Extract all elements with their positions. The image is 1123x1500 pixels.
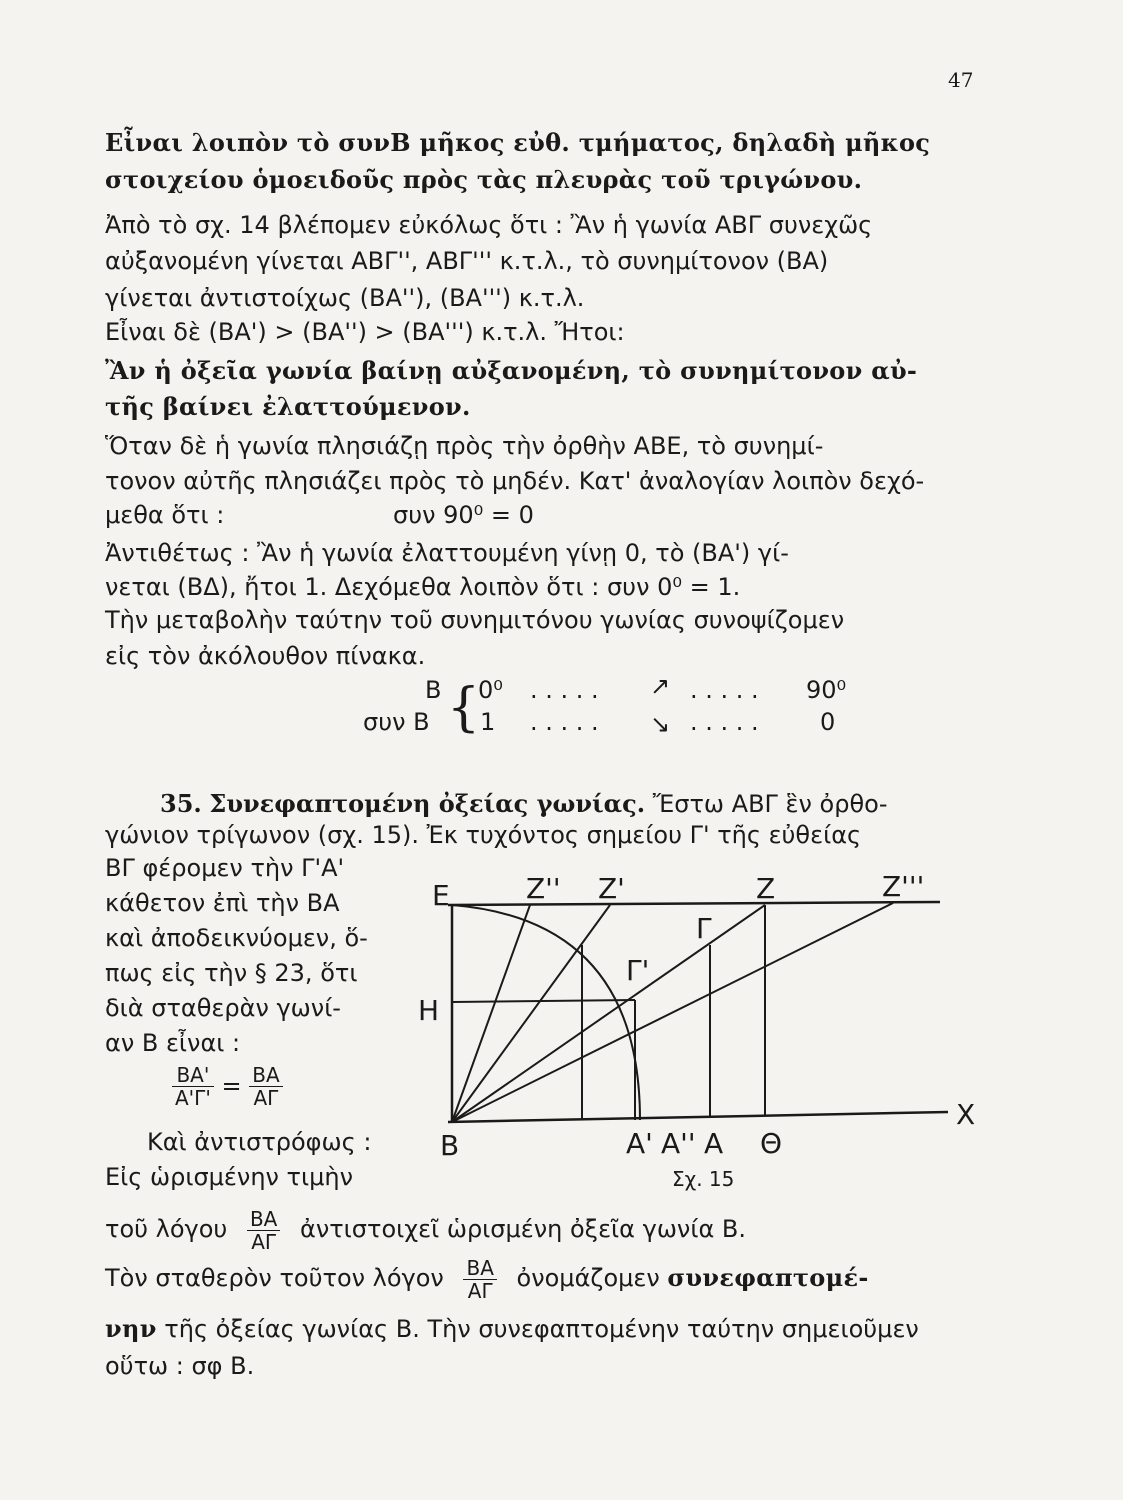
section35-line4: κάθετον ἐπὶ τὴν ΒΑ <box>105 889 340 917</box>
label-G: Γ <box>696 912 712 945</box>
para6-line1: Τὴν μεταβολὴν ταύτην τοῦ συνημιτόνου γωνίας συνοψίζομεν <box>105 606 845 634</box>
label-A: A <box>704 1127 724 1160</box>
para2-line3: γίνεται ἀντιστοίχως (ΒΑ''), (ΒΑ''') κ.τ.λ. <box>105 284 585 312</box>
label-H: H <box>418 994 440 1027</box>
label-G1: Γ' <box>626 954 650 987</box>
para3-line2: τῆς βαίνει ἐλαττούμενον. <box>105 392 471 421</box>
section-number: 35. <box>160 789 202 818</box>
label-A1: A' <box>626 1127 653 1160</box>
section35-line2: γώνιον τρίγωνον (σχ. 15). Ἐκ τυχόντος σημείου Γ' τῆς εὐθείας <box>105 821 862 849</box>
figure-caption: Σχ. 15 <box>672 1167 735 1191</box>
quarter-arc <box>452 905 640 1120</box>
section35-line3: ΒΓ φέρομεν τὴν Γ'Α' <box>105 854 345 882</box>
para4-line2: τονον αὐτῆς πλησιάζει πρὸς τὸ μηδέν. Κατ' ἀναλογίαν λοιπὸν δεχό- <box>105 467 925 495</box>
ray-BZ1 <box>452 905 610 1122</box>
line12-pre: Τὸν σταθερὸν τοῦτον λόγον <box>105 1264 444 1292</box>
para1-line1: Εἶναι λοιπὸν τὸ συνΒ μῆκος εὐθ. τμήματος, δηλαδὴ μῆκος <box>105 128 931 157</box>
section35-line14: οὕτω : σφ Β. <box>105 1352 255 1380</box>
section35-line9: Καὶ ἀντιστρόφως : <box>147 1128 372 1156</box>
line11-pre: τοῦ λόγου <box>105 1215 228 1243</box>
line11-frac-num: ΒΑ <box>247 1208 280 1231</box>
table-row2-end: 0 <box>820 708 836 736</box>
ratio-right-den: ΑΓ <box>253 1085 279 1110</box>
table-row2-arrow: ↘ <box>650 710 671 738</box>
line-HG1 <box>452 1000 635 1002</box>
line12-frac-num: ΒΑ <box>463 1257 496 1280</box>
label-Z3: Z''' <box>882 870 925 903</box>
line11-post: ἀντιστοιχεῖ ὡρισμένη ὀξεῖα γωνία Β. <box>300 1215 746 1243</box>
ratio-equals: = <box>221 1072 242 1100</box>
table-row2-dots2: . . . . . <box>690 708 759 736</box>
table-row1-dots1: . . . . . <box>530 676 599 704</box>
para4-line3a: μεθα ὅτι : <box>105 501 225 529</box>
ratio-left-num: ΒΑ' <box>172 1064 214 1087</box>
ratio-right-num: ΒΑ <box>249 1064 282 1087</box>
ray-BZ <box>452 905 765 1122</box>
line13-rest: τῆς ὀξείας γωνίας Β. Τὴν συνεφαπτομένην ταύτην σημειοῦμεν <box>164 1315 919 1343</box>
label-X: X <box>956 1098 976 1131</box>
label-E: E <box>432 879 450 912</box>
para2-line1: Ἀπὸ τὸ σχ. 14 βλέπομεν εὐκόλως ὅτι : Ἂν ἡ γωνία ΑΒΓ συνεχῶς <box>105 211 873 239</box>
top-line-EZ <box>448 902 940 905</box>
line11-frac-den: ΑΓ <box>251 1229 277 1254</box>
table-row1-end: 90⁰ <box>806 676 847 704</box>
line12-frac-den: ΑΓ <box>467 1278 493 1303</box>
line12-mid: ὀνομάζομεν <box>516 1264 660 1292</box>
para5-line1: Ἀντιθέτως : Ἂν ἡ γωνία ἐλαττουμένη γίνῃ 0, τὸ (ΒΑ') γί- <box>105 539 789 567</box>
cos90-formula: συν 90⁰ = 0 <box>393 501 534 529</box>
table-row2-dots1: . . . . . <box>530 708 599 736</box>
label-Z1: Z' <box>598 872 625 905</box>
label-A2: A'' <box>661 1127 696 1160</box>
label-B: B <box>440 1129 460 1162</box>
para5-line2: νεται (ΒΔ), ἤτοι 1. Δεχόμεθα λοιπὸν ὅτι : συν 0⁰ = 1. <box>105 573 741 601</box>
cotangent-term: συνεφαπτομέ- <box>667 1263 869 1292</box>
section35-line8: αν Β εἶναι : <box>105 1029 241 1057</box>
para4-line1: Ὅταν δὲ ἡ γωνία πλησιάζῃ πρὸς τὴν ὀρθὴν ΑΒΕ, τὸ συνημί- <box>105 432 824 460</box>
para2-line2: αὐξανομένη γίνεται ΑΒΓ'', ΑΒΓ''' κ.τ.λ., τὸ συνημίτονον (ΒΑ) <box>105 247 829 275</box>
label-Theta: Θ <box>760 1127 783 1160</box>
table-brace: { <box>447 678 481 738</box>
table-row1-arrow: ↗ <box>650 672 671 700</box>
section35-line5: καὶ ἀποδεικνύομεν, ὅ- <box>105 924 368 952</box>
table-row1-start: 0⁰ <box>478 676 503 704</box>
para3-line1: Ἂν ἡ ὀξεῖα γωνία βαίνῃ αὐξανομένη, τὸ συνημίτονον αὐ- <box>105 356 918 385</box>
label-Z2: Z'' <box>526 872 561 905</box>
section35-line1-rest: Ἔστω ΑΒΓ ἓν ὀρθο- <box>652 790 888 818</box>
ratio-left-den: Α'Γ' <box>175 1085 211 1110</box>
table-row1-dots2: . . . . . <box>690 676 759 704</box>
label-Z: Z <box>756 872 776 905</box>
section35-line10: Εἰς ὡρισμένην τιμὴν <box>105 1163 354 1191</box>
para1-line2: στοιχείου ὁμοειδοῦς πρὸς τὰς πλευρὰς τοῦ τριγώνου. <box>105 165 863 194</box>
page-number: 47 <box>948 68 974 92</box>
table-row2-start: 1 <box>480 708 496 736</box>
para6-line2: εἰς τὸν ἀκόλουθον πίνακα. <box>105 642 426 670</box>
cotangent-term-end: νην <box>105 1314 157 1343</box>
section35-line6: πως εἰς τὴν § 23, ὅτι <box>105 959 358 987</box>
base-line-BX <box>448 1112 948 1122</box>
section-title: Συνεφαπτομένη ὀξείας γωνίας. <box>209 789 646 818</box>
table-row1-label: Β <box>425 676 442 704</box>
table-row2-label: συν Β <box>363 708 430 736</box>
section35-line7: διὰ σταθερὰν γωνί- <box>105 994 341 1022</box>
para2-line4: Εἶναι δὲ (ΒΑ') > (ΒΑ'') > (ΒΑ''') κ.τ.λ. Ἤτοι: <box>105 318 625 346</box>
